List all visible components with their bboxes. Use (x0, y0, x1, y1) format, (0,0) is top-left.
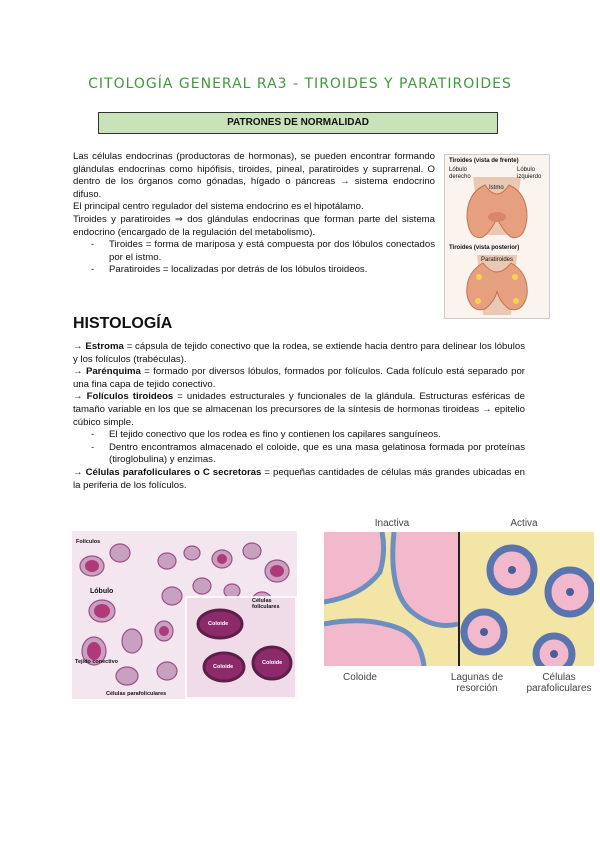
foliculos-paragraph (73, 391, 525, 429)
intro-list (73, 239, 435, 277)
celulas-paragraph (73, 467, 525, 492)
coloide-label-2: Coloide (213, 664, 234, 670)
list-item: - Tiroides = forma de mariposa y está compuesta por dos lóbulos conectados por el istmo. (109, 239, 435, 264)
histology-heading: HISTOLOGÍA (73, 315, 173, 332)
intro-text (73, 151, 435, 277)
inactiva-label: Inactiva (374, 518, 410, 529)
parathyroid-label: Paratiroides (481, 257, 514, 263)
follicle-scheme (324, 518, 594, 698)
lagunas-label: Lagunas de resorción (450, 672, 504, 694)
celulas-scheme-label: Células parafoliculares (526, 672, 592, 694)
thyroid-back-title: Tiroides (vista posterior) (449, 245, 520, 251)
coloide-label-3: Coloide (262, 660, 283, 666)
lobe-right-label: Lóbulo derecho (449, 167, 471, 180)
celulas-foliculares-label: Células foliculares (252, 598, 280, 610)
celulas-parafoliculares-label: Células parafoliculares (106, 691, 167, 697)
coloide-label-1: Coloide (208, 621, 229, 627)
estroma-paragraph (73, 341, 525, 366)
intro-paragraph-3: Tiroides y paratiroides ⇒ dos glándulas endocrinas que forman parte del sistema endocrino (encargado de la regulación del metabolismo). (73, 213, 435, 238)
histology-micrograph (72, 531, 297, 699)
foliculos-list (73, 429, 525, 467)
page-title: CITOLOGÍA GENERAL RA3 - TIROIDES Y PARATIROIDES (88, 76, 512, 92)
isthmus-label: Istmo (489, 185, 504, 191)
tejido-conectivo-label: Tejido conectivo (75, 659, 118, 665)
list-item: - Paratiroides = localizadas por detrás de los lóbulos tiroideos. (109, 264, 435, 277)
scheme-drawing (324, 532, 594, 666)
section-banner: PATRONES DE NORMALIDAD (98, 112, 498, 134)
parenquima-paragraph (73, 366, 525, 391)
intro-paragraph-1: Las células endocrinas (productoras de hormonas), se pueden encontrar formando glándulas endocrinas como hipófisis, tiroides, pineal, paratiroides y suprarrenal. O dentro de los órganos como gónadas, hígado o páncreas → sistema endocrino difuso. (73, 151, 435, 200)
intro-paragraph-2: El principal centro regulador del sistema endocrino es el hipotálamo. (73, 201, 364, 213)
histology-text (73, 341, 525, 492)
lobe-left-label: Lóbulo izquierdo (517, 167, 542, 180)
micrograph-drawing (72, 531, 297, 699)
parenquima-text: = formado por diversos lóbulos, formados por folículos. Cada folículo está separado por una fina capa de tejido conectivo. (73, 366, 525, 390)
foliculos-text: = unidades estructurales y funcionales de la glándula. Estructuras esféricas de tamaño variable en los que se almacenan los precursores de la síntesis de hormonas tiroideas → epitelio cúbico simple. (73, 391, 525, 428)
celulas-term: → Células parafoliculares o C secretoras (73, 466, 262, 478)
activa-label: Activa (510, 518, 538, 529)
thyroid-illustration (444, 154, 550, 319)
thyroid-front-title: Tiroides (vista de frente) (449, 158, 519, 164)
estroma-text: = cápsula de tejido conectivo que la rodea, se extiende hacia dentro para delinear los lóbulos y los folículos (trabéculas). (73, 341, 525, 365)
lobulo-label: Lóbulo (90, 588, 114, 595)
foliculos-term: → Folículos tiroideos (73, 391, 174, 403)
estroma-term: → Estroma (73, 341, 124, 352)
parenquima-term: → Parénquima (73, 366, 141, 378)
list-item: - Dentro encontramos almacenado el coloide, que es una masa gelatinosa formada por proteínas (tiroglobulina) y enzimas. (109, 442, 525, 467)
list-item: - El tejido conectivo que los rodea es fino y contienen los capilares sanguíneos. (109, 429, 525, 442)
coloide-scheme-label: Coloide (343, 672, 377, 683)
foliculos-label: Folículos (76, 539, 101, 545)
celulas-text: = pequeñas cantidades de células más grandes ubicadas en la periferia de los folículos. (73, 466, 526, 491)
